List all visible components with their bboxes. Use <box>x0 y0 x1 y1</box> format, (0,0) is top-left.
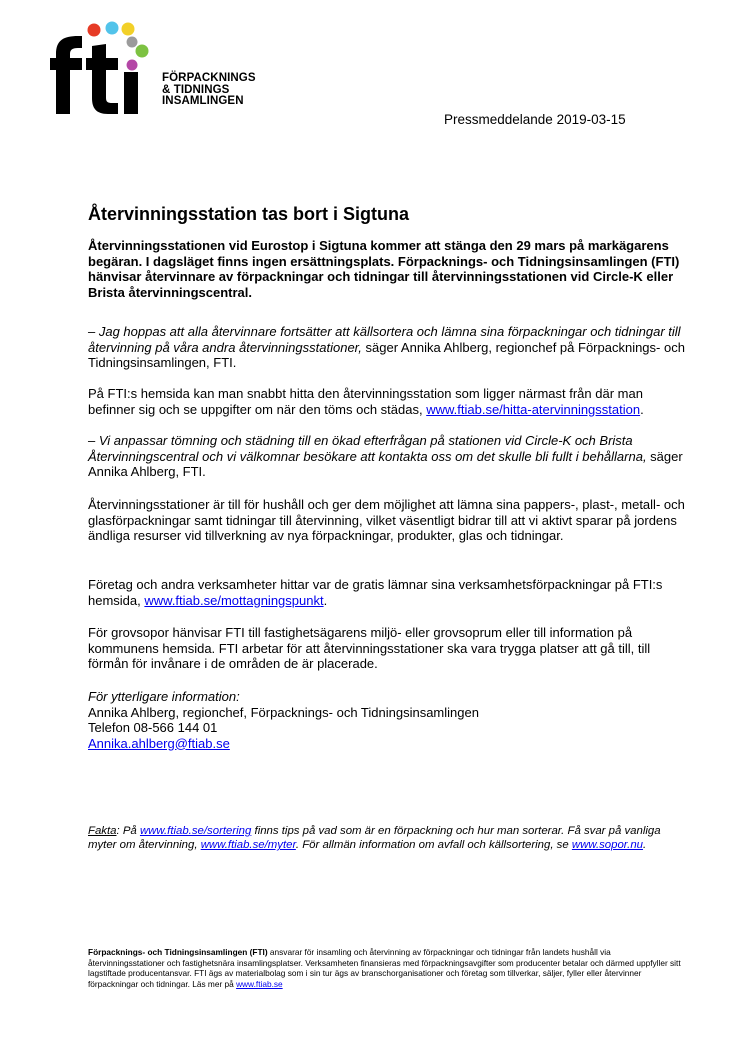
sopor-link[interactable]: www.sopor.nu <box>571 839 644 852</box>
paragraph-text: Företag och andra verksamheter hittar var de gratis lämnar sina verksamhetsförpackningar på FTI:s hemsida, <box>88 577 663 608</box>
fti-logo <box>48 20 288 120</box>
logo-line: FÖRPACKNINGS <box>162 72 256 84</box>
logo-line: INSAMLINGEN <box>162 95 244 108</box>
footer-website-link[interactable]: www.ftiab.se <box>236 978 283 989</box>
footer-company-name: Förpacknings- och Tidningsinsamlingen (FTI) <box>88 947 268 957</box>
paragraph-text: På FTI:s hemsida kan man snabbt hitta den återvinningsstation som ligger närmast från där man befinner sig och se uppgifter om när den töms och städas, <box>88 386 643 417</box>
facts-label: Fakta <box>88 825 117 837</box>
business-paragraph <box>88 577 688 608</box>
bulky-waste-paragraph: För grovsopor hänvisar FTI till fastighetsägarens miljö- eller grovsoprum eller till information på kommunens hemsida. FTI arbetar för att återvinningsstationer ska vara trygga platser att gå till, till förmån för invånare i de områden de är placerade. <box>88 625 651 671</box>
logo-line: & TIDNINGS <box>162 83 230 96</box>
station-finder-link[interactable]: www.ftiab.se/hitta-atervinningsstation <box>426 401 641 417</box>
quote-paragraph-2 <box>88 433 688 480</box>
quote-paragraph-1 <box>88 324 688 371</box>
facts-text: : På <box>116 825 140 837</box>
facts-text: . För allmän information om avfall och källsortering, se <box>295 839 572 852</box>
collection-point-link[interactable]: www.ftiab.se/mottagningspunkt <box>144 592 324 608</box>
contact-email-link[interactable]: Annika.ahlberg@ftiab.se <box>88 735 230 751</box>
contact-name: Annika Ahlberg, regionchef, Förpacknings- och Tidningsinsamlingen <box>88 704 479 720</box>
myths-link[interactable]: www.ftiab.se/myter <box>200 839 296 852</box>
paragraph-text: . <box>323 592 328 608</box>
recycling-info-paragraph: Återvinningsstationer är till för hushåll och ger dem möjlighet att lämna sina pappers-, plast-, metall- och glasförpackningar samt tidningar till återvinning, vilket väsentligt bidrar till att vi aktivt sparar på jordens ändliga resurser vid tillverkning av nya förpackningar, produkter, glas och tidningar. <box>88 497 685 543</box>
logo-wordmark <box>162 73 256 108</box>
page-title: Återvinningsstation tas bort i Sigtuna <box>88 204 410 224</box>
facts-text: finns tips på vad som är en förpackning och hur man sorterar. Få svar på vanliga myter om återvinning, <box>88 825 661 852</box>
quote-text: – Jag hoppas att alla återvinnare fortsätter att källsortera och lämna sina förpackningar och tidningar till återvinning på våra andra återvinningsstationer, <box>88 324 681 355</box>
contact-phone: Telefon 08-566 144 01 <box>88 720 218 735</box>
press-release-date: Pressmeddelande 2019-03-15 <box>444 112 626 127</box>
company-footer <box>88 947 688 989</box>
sorting-link[interactable]: www.ftiab.se/sortering <box>139 825 252 837</box>
quote-text: – Vi anpassar tömning och städning till en ökad efterfrågan på stationen vid Circle-K och Brista Återvinningscentral och vi välkomnar besökare att kontakta oss om det skulle bli fullt i behållarna, <box>88 433 647 464</box>
quote-attribution: säger Annika Ahlberg, regionchef på Förpacknings- och Tidningsinsamlingen, FTI. <box>88 339 685 370</box>
quote-attribution: säger Annika Ahlberg, FTI. <box>88 448 683 479</box>
facts-box <box>88 824 688 852</box>
contact-block <box>88 689 688 751</box>
contact-heading: För ytterligare information: <box>88 689 240 704</box>
facts-text: . <box>643 839 647 852</box>
paragraph-text: . <box>640 401 644 417</box>
station-finder-paragraph <box>88 386 688 417</box>
lead-paragraph: Återvinningsstationen vid Eurostop i Sigtuna kommer att stänga den 29 mars på markägarens begäran. I dagsläget finns ingen ersättningsplats. Förpacknings- och Tidningsinsamlingen (FTI) hänvisar återvinnare av förpackningar och tidningar till återvinningsstationen vid Circle-K eller Brista återvinningscentral. <box>88 238 680 300</box>
footer-text: ansvarar för insamling och återvinning av förpackningar och tidningar från landets hushåll via återvinningsstationer och fastighetsnära insamlingsplatser. Verksamheten finansieras med förpackningsavgifter som producenter betalar och därmed uppfyller sitt lagstiftade producentansvar. FTI ägs av materialbolag som i sin tur ägs av branschorganisationer och företag som tillverkar, säljer, fyller eller återvinner förpackningar och tidningar. Läs mer på <box>88 947 681 989</box>
